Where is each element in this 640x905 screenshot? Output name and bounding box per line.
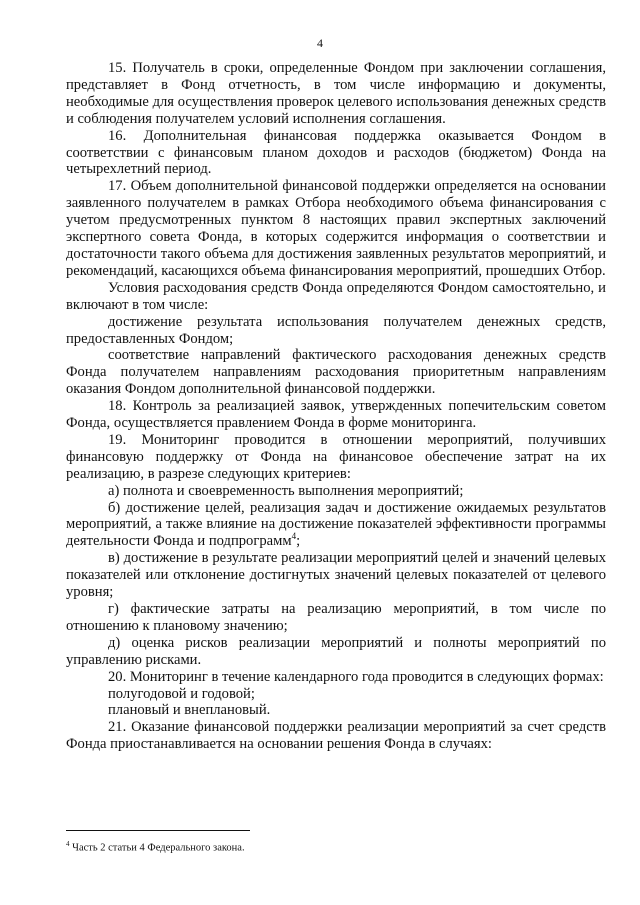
paragraph-19: 19. Мониторинг проводится в отношении мероприятий, получивших финансовую поддержку от Фонда на финансовое обеспечение затрат на их реализацию, в разрезе следующих критериев: <box>66 431 606 482</box>
paragraph-17: 17. Объем дополнительной финансовой поддержки определяется на основании заявленного получателем в рамках Отбора необходимого объема финансирования с учетом предусмотренных пунктом 8 настоящих правил экспертных заключений экспертного совета Фонда, в которых содержится информация о соответствии и достаточности такого объема для достижения заявленных результатов мероприятий, и рекомендаций, касающихся объема финансирования мероприятий, прошедших Отбор. <box>66 178 606 279</box>
criterion-a: а) полнота и своевременность выполнения мероприятий; <box>108 482 464 499</box>
criterion-b <box>66 500 606 551</box>
criterion-b-trailing: ; <box>296 533 301 550</box>
criterion-d: г) фактические затраты на реализацию мероприятий, в том числе по отношению к плановому значению; <box>66 601 606 634</box>
footnote-marker: 4 <box>66 840 70 848</box>
criterion-e: д) оценка рисков реализации мероприятий и полноты мероприятий по управлению рисками. <box>66 634 606 668</box>
document-body <box>66 60 606 753</box>
criterion-b-text: б) достижение целей, реализация задач и достижение ожидаемых результатов мероприятий, а также влияние на достижение показателей эффективности программы деятельности Фонда и подпрограмм <box>66 499 606 550</box>
paragraph-16: 16. Дополнительная финансовая поддержка оказывается Фондом в соответствии с финансовым планом доходов и расходов (бюджетом) Фонда на четырехлетний период. <box>66 127 606 178</box>
footnote <box>66 838 606 855</box>
paragraph-15: 15. Получатель в сроки, определенные Фондом при заключении соглашения, представляет в Фонд отчетность, в том числе информацию и документы, необходимые для осуществления проверок целевого использования денежных средств и соблюдения получателем условий исполнения соглашения. <box>66 60 606 127</box>
footnote-text: Часть 2 статьи 4 Федерального закона. <box>69 842 245 854</box>
criterion-c: в) достижение в результате реализации мероприятий целей и значений целевых показателей или отклонение достигнутых значений целевых показателей от целевого уровня; <box>66 550 606 601</box>
footnote-separator <box>66 830 250 831</box>
paragraph-condition-directions: соответствие направлений фактического расходования денежных средств Фонда получателем направлениям расходования приоритетным направлениям оказания Фондом дополнительной финансовой поддержки. <box>66 347 606 398</box>
paragraph-condition-result: достижение результата использования получателем денежных средств, предоставленных Фондом; <box>66 313 606 347</box>
footnote-reference-marker: 4 <box>291 531 297 542</box>
monitoring-form-planned: плановый и внеплановый. <box>108 702 271 719</box>
page-number: 4 <box>317 36 323 50</box>
paragraph-18: 18. Контроль за реализацией заявок, утвержденных попечительским советом Фонда, осуществляется правлением Фонда в форме мониторинга. <box>66 398 606 432</box>
monitoring-form-periodic: полугодовой и годовой; <box>108 685 255 702</box>
paragraph-spending-conditions: Условия расходования средств Фонда определяются Фондом самостоятельно, и включают в том числе: <box>66 279 606 313</box>
paragraph-20: 20. Мониторинг в течение календарного года проводится в следующих формах: <box>108 668 604 685</box>
paragraph-21: 21. Оказание финансовой поддержки реализации мероприятий за счет средств Фонда приостанавливается на основании решения Фонда в случаях: <box>66 719 606 753</box>
